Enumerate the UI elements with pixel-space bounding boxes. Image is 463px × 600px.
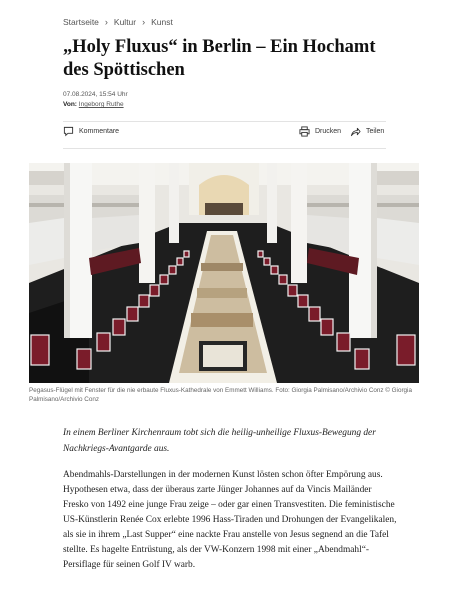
article-body: Abendmahls-Darstellungen in der modernen Kunst lösten schon öfter Empörung aus. Hypothesen etwa, dass der überaus zarte Jünger Johannes auf da Vincis Mailänder Fresko von 1492 eine junge Frau zeige – oder gar einen Transvestiten. Die feministische US-Künstlerin Renée Cox erlebte 1996 Hass-Tiraden und Drohungen der Evangelikalen, als sie in ihrem „Last Supper“ eine nackte Frau anstelle von Jesus segnend an die Tafel stellte. Es hagelte Entrüstung, als der VW-Konzern 1998 mit einer „Abendmahl“-Persiflage für seinen Golf IV warb. (63, 470, 397, 570)
share-button[interactable] (350, 126, 384, 137)
article-lead: In einem Berliner Kirchenraum tobt sich die heilig-unheilige Fluxus-Bewegung der Nachkriegs-Avantgarde aus. (63, 428, 376, 454)
image-caption: Pegasus-Flügel mit Fenster für die nie erbaute Fluxus-Kathedrale von Emmett Williams. Foto: Giorgia Palmisano/Archivio Conz © Giorgia Palmisano/Archivio Conz (29, 387, 412, 403)
print-button[interactable] (299, 126, 341, 137)
comment-icon (63, 126, 74, 137)
divider (63, 121, 386, 122)
print-label: Drucken (315, 128, 342, 135)
article-actions (63, 126, 386, 142)
comments-label: Kommentare (79, 128, 120, 135)
breadcrumb (63, 17, 173, 27)
author-prefix: Von: (63, 101, 77, 108)
comments-button[interactable] (63, 126, 119, 137)
article-title: „Holy Fluxus“ in Berlin – Ein Hochamt des Spöttischen (63, 37, 376, 80)
breadcrumb-home[interactable]: Startseite (63, 17, 99, 27)
share-icon (350, 126, 361, 137)
author-line (63, 101, 124, 108)
chevron-right-icon: › (104, 17, 108, 27)
printer-icon (299, 126, 310, 137)
breadcrumb-kultur[interactable]: Kultur (113, 17, 137, 27)
publish-date: 07.08.2024, 15:54 Uhr (63, 91, 128, 98)
author-link[interactable]: Ingeborg Ruthe (78, 101, 124, 108)
chevron-right-icon: › (142, 17, 146, 27)
hero-image (29, 163, 419, 383)
breadcrumb-kunst[interactable]: Kunst (151, 17, 173, 27)
church-interior-photo (29, 163, 419, 383)
share-label: Teilen (366, 128, 385, 135)
divider (63, 148, 386, 149)
